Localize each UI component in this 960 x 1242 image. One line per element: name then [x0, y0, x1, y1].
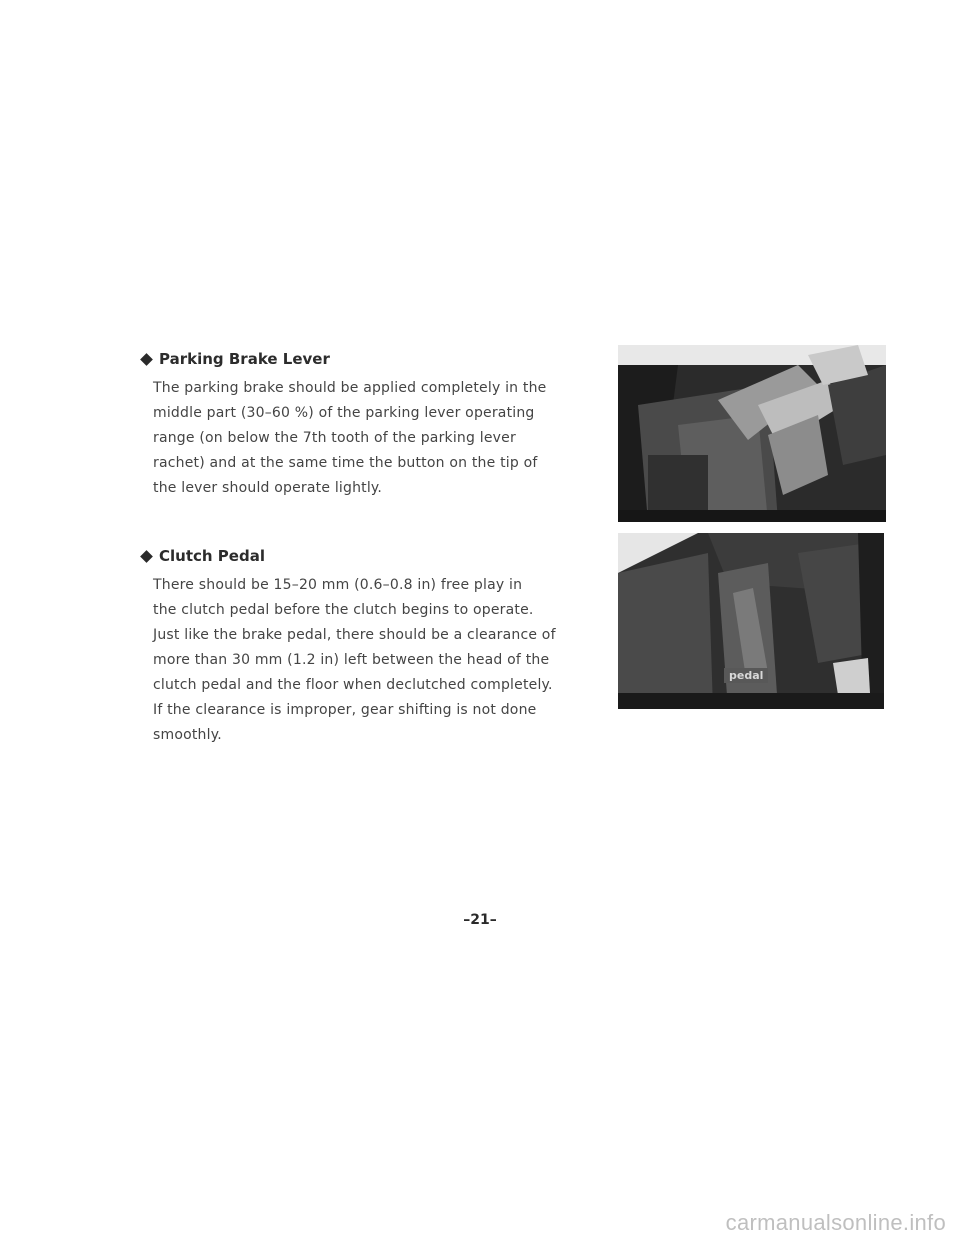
- clutch-pedal-heading: [140, 547, 590, 565]
- text-line: the clutch pedal before the clutch begins to operate.: [153, 602, 534, 618]
- text-line: more than 30 mm (1.2 in) left between the head of the: [153, 652, 550, 668]
- text-line: range (on below the 7th tooth of the parking lever: [153, 430, 516, 446]
- watermark: carmanualsonline.info: [725, 1210, 946, 1235]
- text-line: If the clearance is improper, gear shifting is not done: [153, 702, 537, 718]
- text-line: smoothly.: [153, 727, 222, 743]
- text-line: There should be 15–20 mm (0.6–0.8 in) free play in: [153, 577, 523, 593]
- text-line: The parking brake should be applied completely in the: [153, 380, 547, 396]
- parking-brake-photo-drawing: [618, 345, 886, 522]
- clutch-pedal-section: [140, 547, 590, 748]
- parking-brake-section: [140, 350, 590, 501]
- clutch-pedal-title: Clutch Pedal: [159, 547, 265, 565]
- page-number: –21–: [463, 912, 497, 928]
- parking-brake-photo: [618, 345, 886, 522]
- text-line: clutch pedal and the floor when declutched completely.: [153, 677, 553, 693]
- diamond-bullet-icon: [140, 550, 153, 563]
- clutch-pedal-text: [153, 573, 590, 748]
- parking-brake-text: [153, 376, 590, 501]
- photo-caption-pedal: pedal: [724, 668, 768, 683]
- parking-brake-heading: [140, 350, 590, 368]
- text-line: Just like the brake pedal, there should be a clearance of: [153, 627, 556, 643]
- parking-brake-title: Parking Brake Lever: [159, 350, 330, 368]
- text-line: the lever should operate lightly.: [153, 480, 383, 496]
- diamond-bullet-icon: [140, 353, 153, 366]
- text-line: rachet) and at the same time the button on the tip of: [153, 455, 538, 471]
- text-line: middle part (30–60 %) of the parking lever operating: [153, 405, 535, 421]
